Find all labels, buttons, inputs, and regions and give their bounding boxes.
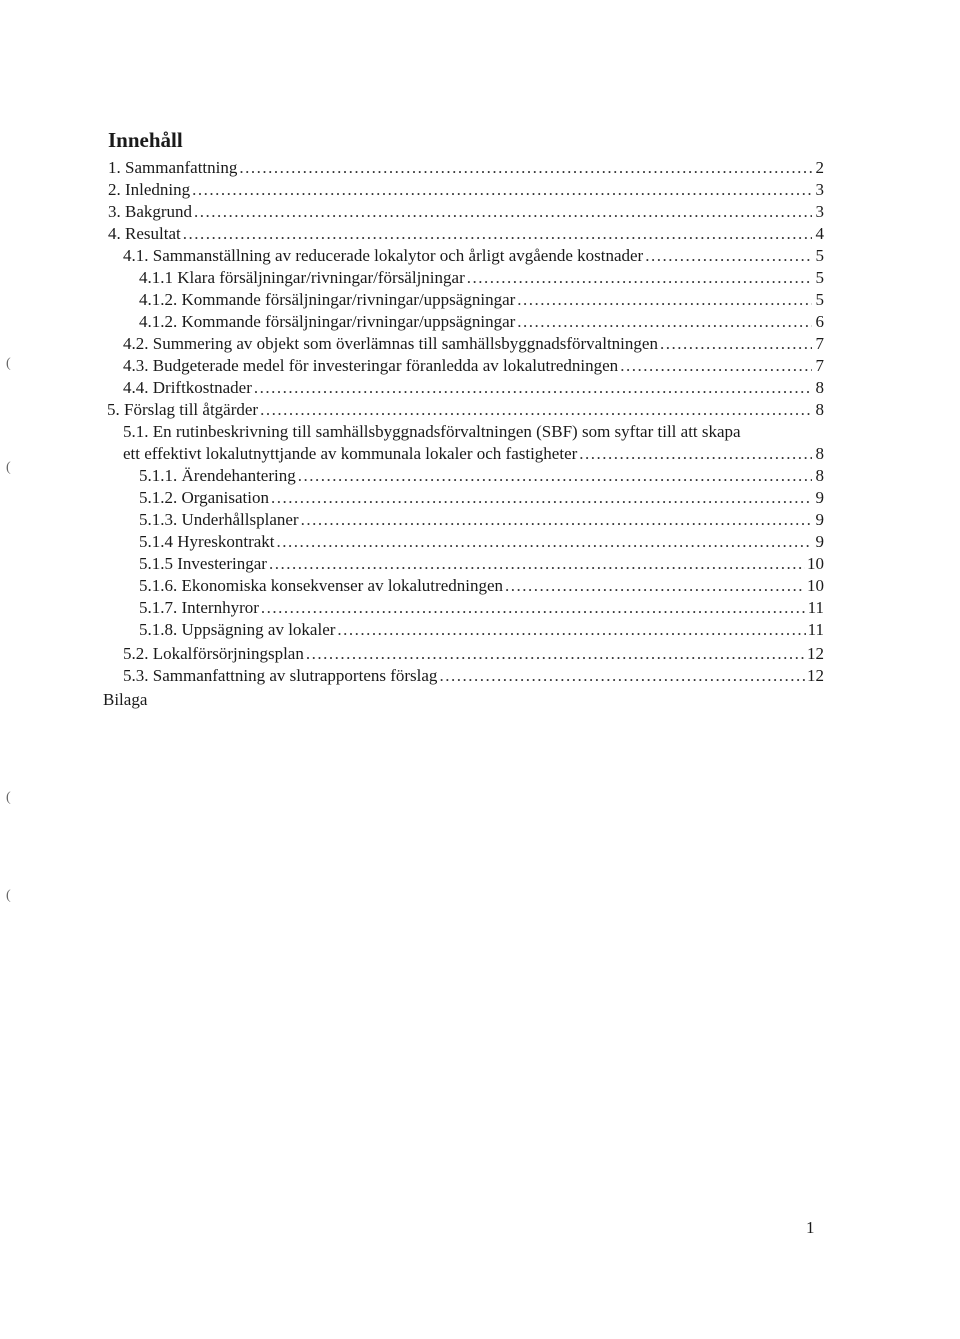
toc-leader-dots: [192, 179, 812, 201]
toc-entry-page: 4: [815, 224, 824, 243]
toc-entry-page: 3: [815, 202, 824, 221]
toc-entry-page: 5: [815, 290, 824, 309]
toc-entry-page: 7: [815, 356, 824, 375]
toc-entry-label: 5.1.8. Uppsägning av lokaler: [139, 620, 336, 639]
toc-entry-label: 1. Sammanfattning: [108, 158, 238, 177]
toc-entry-label: 5.3. Sammanfattning av slutrapportens förslag: [123, 666, 438, 685]
toc-entry-page: 9: [815, 510, 824, 529]
margin-mark: (: [6, 356, 11, 371]
toc-entry-label: 4.1.1 Klara försäljningar/rivningar/försäljningar: [139, 268, 465, 287]
toc-leader-dots: [261, 597, 806, 619]
toc-entry-page: 11: [807, 598, 824, 617]
toc-entry: [139, 553, 824, 575]
toc-entry-label: 4. Resultat: [108, 224, 181, 243]
toc-entry-page: 10: [807, 576, 824, 595]
toc-leader-dots: [239, 157, 812, 179]
toc-entry-page: 8: [815, 466, 824, 485]
toc-entry: [108, 201, 824, 223]
margin-mark: (: [6, 888, 11, 903]
page-number: 1: [806, 1218, 815, 1237]
toc-entry-page: 8: [815, 378, 824, 397]
toc-entry-page: 12: [807, 666, 824, 685]
toc-leader-dots: [260, 399, 812, 421]
toc-leader-dots: [439, 665, 805, 687]
toc-leader-dots: [517, 311, 812, 333]
toc-leader-dots: [277, 531, 812, 553]
toc-entry-label: 4.2. Summering av objekt som överlämnas till samhällsbyggnadsförvaltningen: [123, 334, 658, 353]
toc-entry-label: 5.1.4 Hyreskontrakt: [139, 532, 275, 551]
margin-mark: (: [6, 790, 11, 805]
toc-entry-page: 12: [807, 644, 824, 663]
toc-entry: [139, 597, 824, 619]
toc-entry-page: 9: [815, 532, 824, 551]
toc-entry: [139, 311, 824, 333]
toc-leader-dots: [271, 487, 812, 509]
toc-entry: [108, 157, 824, 179]
toc-entry-label-line1: 5.1. En rutinbeskrivning till samhällsbyggnadsförvaltningen (SBF) som syftar till att skapa: [123, 422, 741, 441]
toc-entry: [139, 487, 824, 509]
toc-leader-dots: [467, 267, 812, 289]
toc-entry-page: 5: [815, 246, 824, 265]
toc-title: Innehåll: [108, 128, 183, 152]
toc-leader-dots: [645, 245, 812, 267]
toc-entry: [139, 531, 824, 553]
toc-entry-label: 3. Bakgrund: [108, 202, 193, 221]
toc-entry-page: 9: [815, 488, 824, 507]
toc-entry-label: 5.1.5 Investeringar: [139, 554, 267, 573]
toc-entry-page: 8: [815, 400, 824, 419]
toc-leader-dots: [306, 643, 805, 665]
toc-leader-dots: [254, 377, 812, 399]
toc-entry: [139, 509, 824, 531]
appendix-label: Bilaga: [103, 690, 148, 709]
toc-leader-dots: [620, 355, 812, 377]
toc-entry: [139, 267, 824, 289]
toc-entry-label: 5.1.1. Ärendehantering: [139, 466, 296, 485]
toc-entry: [123, 355, 824, 377]
toc-leader-dots: [301, 509, 812, 531]
toc-entry: [139, 465, 824, 487]
toc-entry-page: 6: [815, 312, 824, 331]
toc-leader-dots: [337, 619, 805, 641]
toc-entry-label: 2. Inledning: [108, 180, 191, 199]
toc-entry: [107, 399, 824, 421]
margin-mark: (: [6, 460, 11, 475]
toc-leader-dots: [269, 553, 805, 575]
toc-entry: [123, 643, 824, 665]
toc-leader-dots: [579, 443, 812, 465]
toc-entry-label: 5.1.2. Organisation: [139, 488, 270, 507]
toc-entry-label: 5.2. Lokalförsörjningsplan: [123, 644, 304, 663]
toc-entry: [139, 619, 824, 641]
toc-entry-label: 5.1.3. Underhållsplaner: [139, 510, 299, 529]
toc-entry-page: 7: [815, 334, 824, 353]
toc-entry: [108, 179, 824, 201]
toc-entry: [123, 245, 824, 267]
toc-entry-page: 8: [815, 444, 824, 463]
toc-entry: [139, 575, 824, 597]
toc-entry-label: 5. Förslag till åtgärder: [107, 400, 259, 419]
toc-entry: [123, 665, 824, 687]
toc-entry-label: 5.1.7. Internhyror: [139, 598, 259, 617]
toc-entry: [139, 289, 824, 311]
toc-entry-label: 5.1.6. Ekonomiska konsekvenser av lokalutredningen: [139, 576, 504, 595]
toc-entry: [123, 443, 824, 465]
toc-entry-label: 4.4. Driftkostnader: [123, 378, 252, 397]
toc-leader-dots: [183, 223, 812, 245]
toc-entry-page: 5: [815, 268, 824, 287]
toc-entry-label: 4.1. Sammanställning av reducerade lokalytor och årligt avgående kostnader: [123, 246, 644, 265]
toc-entry: [123, 377, 824, 399]
toc-entry: [108, 223, 824, 245]
toc-entry-label: 4.1.2. Kommande försäljningar/rivningar/uppsägningar: [139, 290, 516, 309]
toc-entry-page: 11: [807, 620, 824, 639]
toc-leader-dots: [660, 333, 812, 355]
toc-leader-dots: [298, 465, 812, 487]
toc-entry-label: ett effektivt lokalutnyttjande av kommunala lokaler och fastigheter: [123, 444, 578, 463]
toc-leader-dots: [517, 289, 812, 311]
toc-leader-dots: [194, 201, 812, 223]
toc-entry-page: 3: [815, 180, 824, 199]
toc-entry-label: 4.1.2. Kommande försäljningar/rivningar/uppsägningar: [139, 312, 516, 331]
toc-entry-page: 10: [807, 554, 824, 573]
toc-entry-page: 2: [815, 158, 824, 177]
toc-leader-dots: [505, 575, 805, 597]
toc-entry: [123, 333, 824, 355]
toc-entry-label: 4.3. Budgeterade medel för investeringar föranledda av lokalutredningen: [123, 356, 619, 375]
